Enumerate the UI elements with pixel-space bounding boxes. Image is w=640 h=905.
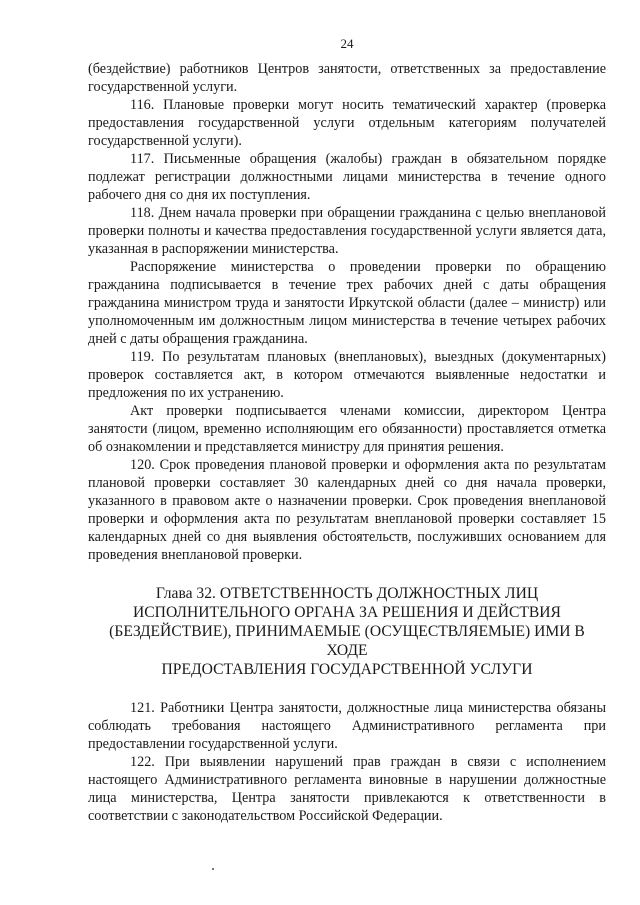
chapter-heading	[88, 584, 606, 679]
paragraph-116: 116. Плановые проверки могут носить тематический характер (проверка предоставления государственной услуги отдельным категориям получателей государственной услуги).	[88, 97, 606, 149]
paragraph-order: Распоряжение министерства о проведении проверки по обращению гражданина подписывается в течение трех рабочих дней с даты обращения гражданина министром труда и занятости Иркутской области (далее – министр) или уполномоченным им должностным лицом министерства в течение четырех рабочих дней с даты обращения гражданина.	[88, 259, 606, 347]
paragraph-act: Акт проверки подписывается членами комиссии, директором Центра занятости (лицом, временно исполняющим его обязанности) проставляется отметка об ознакомлении и представляется министру для принятия решения.	[88, 403, 606, 455]
paragraph-120: 120. Срок проведения плановой проверки и оформления акта по результатам плановой проверки составляет 30 календарных дней со дня начала проверки, указанного в правовом акте о назначении проверки. Срок проведения внеплановой проверки и оформления акта по результатам внеплановой проверки составляет 15 календарных дней со дня выявления обстоятельств, послуживших основанием для проведения внеплановой проверки.	[88, 457, 606, 563]
chapter-heading-line: ИСПОЛНИТЕЛЬНОГО ОРГАНА ЗА РЕШЕНИЯ И ДЕЙСТВИЯ	[133, 604, 561, 621]
paragraphs-before-chapter	[88, 60, 606, 564]
paragraph-121: 121. Работники Центра занятости, должностные лица министерства обязаны соблюдать требования настоящего Административного регламента при предоставлении государственной услуги.	[88, 700, 606, 752]
paragraph-119: 119. По результатам плановых (внеплановых), выездных (документарных) проверок составляется акт, в котором отмечаются выявленные недостатки и предложения по их устранению.	[88, 349, 606, 401]
scan-speck	[212, 868, 214, 870]
paragraph-117: 117. Письменные обращения (жалобы) граждан в обязательном порядке подлежат регистрации должностными лицами министерства в течение одного рабочего дня со дня их поступления.	[88, 151, 606, 203]
page-number: 24	[340, 36, 354, 51]
chapter-heading-line: ПРЕДОСТАВЛЕНИЯ ГОСУДАРСТВЕННОЙ УСЛУГИ	[161, 661, 533, 678]
paragraph: (бездействие) работников Центров занятости, ответственных за предоставление государственной услуги.	[88, 61, 606, 95]
paragraph-118: 118. Днем начала проверки при обращении гражданина с целью внеплановой проверки полноты и качества предоставления государственной услуги является дата, указанная в распоряжении министерства.	[88, 205, 606, 257]
paragraphs-after-chapter	[88, 699, 606, 825]
document-body	[88, 60, 606, 825]
chapter-heading-line: (БЕЗДЕЙСТВИЕ), ПРИНИМАЕМЫЕ (ОСУЩЕСТВЛЯЕМЫЕ) ИМИ В ХОДЕ	[109, 623, 585, 659]
paragraph-122: 122. При выявлении нарушений прав граждан в связи с исполнением настоящего Административного регламента виновные в нарушении должностные лица министерства, Центра занятости привлекаются к ответственности в соответствии с законодательством Российской Федерации.	[88, 754, 606, 824]
chapter-heading-line: Глава 32. ОТВЕТСТВЕННОСТЬ ДОЛЖНОСТНЫХ ЛИЦ	[155, 585, 539, 602]
